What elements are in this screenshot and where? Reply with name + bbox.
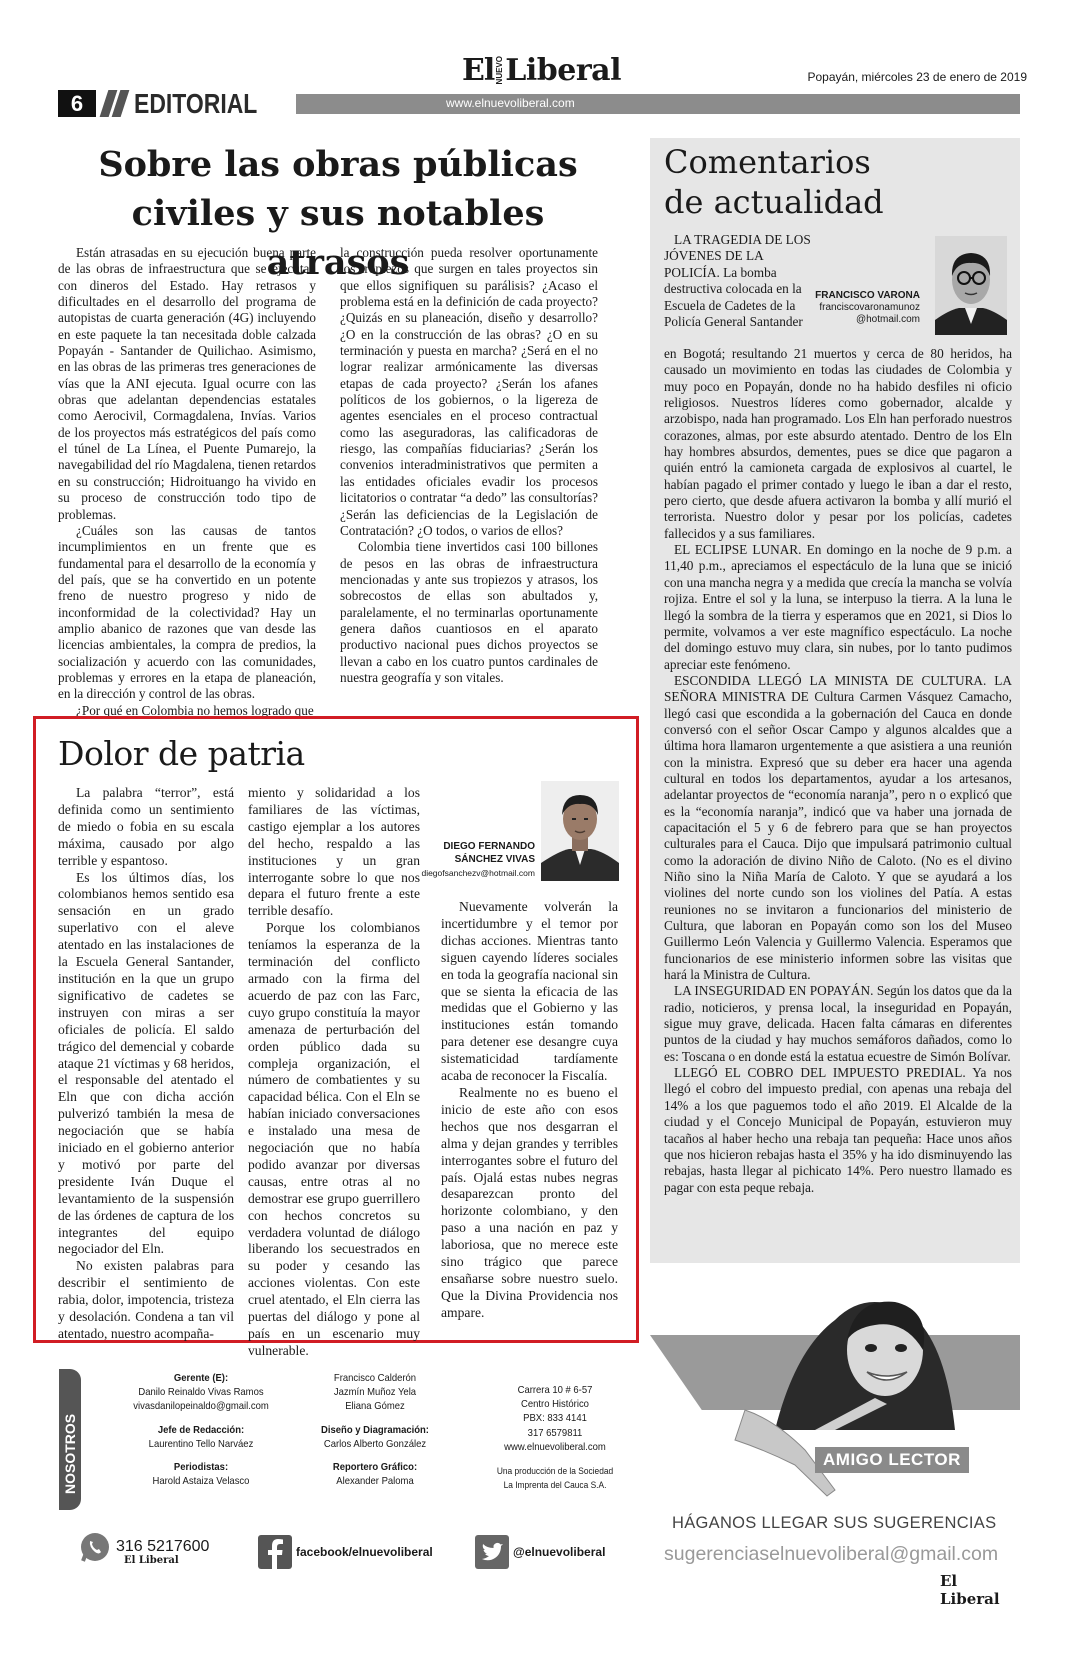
logo-liberal: Liberal: [505, 53, 621, 88]
staff-label: Periodistas:: [173, 1462, 229, 1474]
staff-email[interactable]: vivasdanilореinaldo@gmail.com: [133, 1401, 269, 1413]
sidebar-author-email-1[interactable]: franciscovaronamunoz: [819, 302, 920, 313]
logo-el: El: [462, 53, 495, 88]
section-band: [58, 87, 1020, 119]
staff-name: Alexander Paloma: [336, 1476, 414, 1488]
dolor-column-3: [441, 899, 618, 1322]
author-name: [430, 840, 535, 866]
twitter-link[interactable]: [475, 1535, 605, 1569]
paragraph: la construcción pueda resolver oportunamente los tropiezos que surgen en tales proyectos sin que ellos signifiquen su parálisis? ¿Acaso el problema está en la definición de cada proyecto? ¿Quizás en su planeación, diseño y desarrollo? ¿O en la construcción de las obras? ¿O en su terminación y puesta en marcha? ¿Será en el no lograr realizar armónicamente las diversas etapas de cada proyecto? ¿Serán los afanes políticos de los gobiernos, o la ligereza de agentes esenciales en el proceso contractual como las aseguradoras, las calificadoras de riesgo, las compañías fiduciarias? ¿Serán los convenios interadministrativos que permiten a las entidades oficiales evadir los procesos licitatorios o contratar “a dedo” las consultorías? ¿Serán las deficiencias de la Legislación de Contratación? ¿O todos, o varios de ellos?: [340, 245, 598, 538]
staff-name: Harold Astaiza Velasco: [152, 1476, 250, 1488]
editorial-headline: Sobre las obras públicas civiles y sus notables atrasos: [98, 144, 578, 283]
sidebar-title: [664, 142, 964, 222]
staff-name: Eliana Gómez: [345, 1401, 405, 1413]
paragraph: Es los últimos días, los colombianos hemos sentido esa sensación en un grado superlativo con el aleve atentado en las instalaciones de la Escuela General Santander, institución en la que un grupo significativo de cadetes se instruyen con miras a ser oficiales de policía. El saldo trágico del demencial y cobarde ataque 21 víctimas y 68 heridos, el responsable del atentado el Eln que con dicha acción pulverizó también la mesa de negociación que se había iniciado en el gobierno anterior y motivó por parte del presidente Iván Duque el levantamiento de la suspensión de las órdenes de captura de los integrantes del equipo negociador del Eln.: [58, 869, 234, 1257]
staff-name: Laurentino Tello Narváez: [148, 1438, 254, 1450]
decorative-slashes: [96, 90, 134, 117]
sidebar-title-line-1: Comentarios: [664, 143, 871, 181]
facebook-icon: [258, 1535, 292, 1569]
dolor-column-1: [58, 785, 234, 1343]
paragraph: Realmente no es bueno el inicio de este año con esos hechos que nos desgarran el alma y dejan grandes y terribles interrogantes sobre el futuro del país. Ojalá estas nubes negras desaparezcan pronto del horizonte colombiano, y den paso a una nación en paz y laboriosa, que no merece este sino trágico que parece ensañarse sobre nuestro suelo. Que la Divina Providencia nos ampare.: [441, 1084, 618, 1320]
paragraph: LA TRAGEDIA DE LOS JÓVENES DE LA POLICÍA. La bomba destructiva colocada en la Escuela de Cadetes de la Policía General Santander: [664, 232, 811, 330]
paragraph: LA INSEGURIDAD EN POPAYÁN. Según los datos que da la radio, noticieros, y prensa local, la inseguridad en Popayán, sigue muy grave, delicada. Hacen falta cámaras en diferentes puntos de la ciudad y hay muchos semáforos dañados, como lo es: Toscana o en donde está la estatua ecuestre de Simón Bolívar.: [664, 983, 1012, 1064]
logo-nuevo: NUEVO: [495, 55, 505, 84]
paragraph: EL ECLIPSE LUNAR. En domingo en la noche de 9 p.m. a 11,40 p.m., apreciamos el espectáculo de la luna que se inició con una mancha negra y a medida que crecía la mancha se volvía rojiza. Entre el sol y la luna, se interpuso la tierra. A la luna le llegó la sombra de la tierra y esperamos que en 2021, si Dios lo permite, volvamos a ver este magnífico espectáculo. La noche del domingo estuvo muy clara, sin nubes, por lo tanto pudimos apreciar este fenómeno.: [664, 542, 1012, 672]
url-bar: [296, 94, 1020, 114]
production-credit: La Imprenta del Cauca S.A.: [503, 1480, 607, 1491]
staff-name: Jazmín Muñoz Yela: [333, 1387, 417, 1399]
newspaper-logo: [462, 54, 621, 88]
whatsapp-number: 316 5217600: [116, 1538, 210, 1555]
staff-column-3: [467, 1384, 644, 1492]
site-url[interactable]: www.elnuevoliberal.com: [446, 95, 575, 110]
section-title: EDITORIAL: [134, 87, 258, 119]
paragraph: Están atrasadas en su ejecución buena parte de las obras de infraestructura que se ejecutan con dineros del Estado. Hay retrasos y dificultades en el desarrollo del programa de autopistas de cuarta generación (4G) incluyendo en este paquete la tan necesitada doble calzada Popayán - Santander de Quilichao. Asimismo, en las obras de las primeras tres generaciones de vías que la ANI ejecuta. Igual ocurre con las obras que adelantan dependencias estatales como Aerocivil, Cormagdalena, Invías. Varios de los proyectos más estratégicos del país como el túnel de La Línea, el Puente Pumarejo, la navegabilidad del río Magdalena, tienen retardos en su construcción; Hidroituango ha vivido en su proceso de construcción todo tipo de problemas.: [58, 245, 316, 522]
sidebar-author-name: FRANCISCO VARONA: [815, 290, 920, 301]
sidebar-author: [800, 290, 920, 326]
whatsapp-logo-text: El Liberal: [124, 1555, 179, 1566]
paragraph: LLEGÓ EL COBRO DEL IMPUESTO PREDIAL. Ya nos llegó el cobro del impuesto predial, con apenas una rebaja del 14% a los que paguemos todo el año 2019. El Alcalde de la ciudad y el Concejo Municipal de Popayán, estuvieron muy tacaños al haber hecho una rebaja tan pequeña: Hace unos años que nos hicieron rebajas hasta el 35% y ha ido disminuyendo las rebajas, hasta llegar al pichicato 14%. Pero nuestro llamado es pagar con esta peque rebaja.: [664, 1065, 1012, 1195]
website-link[interactable]: www.elnuevoliberal.com: [504, 1441, 606, 1453]
ad-woman-illustration: [755, 1280, 975, 1430]
paragraph: No existen palabras para describir el sentimiento de rabia, dolor, impotencia, tristeza y desolación. Condena a tan vil atentado, nuestro acompaña-: [58, 1258, 234, 1341]
production-credit: Una producción de la Sociedad: [496, 1466, 614, 1477]
address-line: Centro Histórico: [521, 1399, 589, 1411]
dolor-column-2: [248, 785, 420, 1360]
staff-label: Jefe de Redacción:: [157, 1424, 245, 1436]
sidebar-author-email-2[interactable]: @hotmail.com: [855, 314, 920, 325]
editorial-column-2: [340, 245, 598, 686]
facebook-handle: facebook/elnuevoliberal: [296, 1545, 433, 1559]
facebook-link[interactable]: [258, 1535, 433, 1569]
nosotros-tab: [59, 1369, 81, 1510]
sidebar-title-line-2: de actualidad: [664, 183, 884, 221]
staff-column-1: [103, 1372, 298, 1489]
ad-email[interactable]: sugerenciaselnuevoliberal@gmail.com: [664, 1543, 999, 1565]
paragraph: ¿Por qué en Colombia no hemos logrado que: [76, 702, 314, 718]
author-email[interactable]: diegofsanchezv@hotmail.com: [421, 868, 535, 878]
author-name-line-2: SÁNCHEZ VIVAS: [454, 854, 535, 865]
staff-name: Francisco Calderón: [333, 1373, 417, 1384]
address-line: Carrera 10 # 6-57: [517, 1385, 593, 1396]
page-number: 6: [58, 90, 96, 117]
paragraph: Porque los colombianos teníamos la esperanza de la terminación del conflicto armado con la firma del acuerdo de paz con las Farc, cuyo grupo constituía la mayor amenaza de perturbación del orden público dada su compleja organización, el número de combatientes y su capacidad bélica. Con el Eln se habían iniciado conversaciones e instalado una mesa de negociación que no había podido avanzar por diversas causas, entre otras al no demostrar ese grupo guerrillero con hechos concretos su verdadera voluntad de diálogo liberando los secuestrados en su poder y cesando las acciones violentas. Con este cruel atentado, el Eln cierra las puertas del diálogo y pone al país en un escenario muy vulnerable.: [248, 920, 420, 1358]
paragraph: ¿Cuáles son las causas de tantos incumplimientos en un frente que es fundamental para el desarrollo de la economía y del país, que se ha convertido en un potente freno de nuestro progreso y nido de inconformidad de la colectividad? Hay un amplio abanico de razones que van desde las licencias ambientales, la compra de predios, la socialización y acuerdo con las comunidades, problemas y errores en la etapa de planeación, en la dirección y control de las obras.: [58, 522, 316, 702]
sidebar-intro: [664, 232, 820, 330]
pbx-number: PBX: 833 4141: [523, 1413, 587, 1425]
staff-column-2: [296, 1372, 454, 1489]
ad-slogan: HÁGANOS LLEGAR SUS SUGERENCIAS: [672, 1514, 997, 1532]
staff-label: Reportero Gráfico:: [332, 1462, 418, 1474]
staff-label: Diseño y Diagramación:: [321, 1424, 429, 1436]
paragraph: La palabra “terror”, está definida como un sentimiento de miedo o fobia en su escala máxima, causado por algo terrible y espantoso.: [58, 785, 234, 868]
column-title: Dolor de patria: [58, 734, 305, 773]
paragraph: Nuevamente volverán la incertidumbre y el temor por dichas acciones. Mientras tanto siguen cayendo líderes sociales en toda la geografía nacional sin que se sienta la eficacia de las medidas que el Gobierno y las instituciones están tomando para detener ese desangre cuya sistematicidad tardíamente acaba de reconocer la Fiscalía.: [441, 899, 618, 1084]
amigo-lector-ad[interactable]: [650, 1280, 1020, 1608]
twitter-handle: @elnuevoliberal: [513, 1545, 606, 1559]
staff-name: Danilo Reinaldo Vivas Ramos: [138, 1387, 264, 1399]
ad-badge: AMIGO LECTOR: [815, 1447, 969, 1473]
sidebar-body: [664, 346, 1012, 1196]
whatsapp-icon: [78, 1530, 112, 1564]
paragraph: miento y solidaridad a los familiares de las víctimas, castigo ejemplar a los autores del hecho, respaldo a las instituciones y un gran interrogante sobre lo que nos depara el futuro frente a este terrible desafío.: [248, 785, 420, 919]
editorial-column-1: [58, 245, 316, 719]
paragraph: Colombia tiene invertidos casi 100 billones de pesos en las obras de infraestructura mencionadas y ante sus tropiezos y atrasos, los sobrecostos de ellas son abultados y, paralelamente, el no terminarlas oportunamente genera daños cuantiosos en el aparato productivo nacional pues dichos proyectos se llevan a cabo en los cuatro puntos cardinales de nuestra geografía y son vitales.: [340, 539, 598, 685]
paragraph: ESCONDIDA LLEGÓ LA MINISTA DE CULTURA. LA SEÑORA MINISTRA DE Cultura Carmen Vásquez Camacho, llegó casi que escondida a la gobernación del Cauca en donde conversó con el señor Oscar Campo y algunos alcaldes que a última hora llamaron urgentemente a que asistiera a una reunión con la ministra. Expresó que su deber era hacer una agenda cultural en todos los departamentos, ayudar a los artesanos, adelantar proyectos de “economía naranja”, pero n o explicó que es la “economía naranja”, indicó que va haber una jornada de capacitación el 5 y 6 de febrero para que se han proyectos culturales para el Cauca. Dijo que impulsará patrimonio cultual como la adoración de divino Niño de Caloto. (No es el divino Niño sino la Niña María de Caloto. Y que se ayudará a los violines del norte cundo son los violines del Patía. A estas reuniones no se invitaron a funcionarios del ministerio de Cultura, que laboran en Popayán como son los del Museo Guillermo León Valencia y Guillermo Valencia. Esperamos que funcionarios de ese ministerio informen sobre las visitas que hará la Ministra de Cultura.: [664, 672, 1012, 983]
paragraph: en Bogotá; resultando 21 muertos y cerca de 80 heridos, ha causado un movimiento en todas las ciudades de Colombia y muy poco en Popayán, donde no ha habido desfiles ni oficio religiosos. Nuestros líderes como gobernador, alcalde y arzobispo, nada han programado. Los Eln han perforado nuestros corazones, almas, por este absurdo atentado. Dentro de los Eln hay hombres absurdos, dementes, pues se dice que pagaron a quién entró la camioneta cargada de explosivos al cuartel, le habían pagado el primer contado y luego le iban a dar el resto, pero cierto, que desde afuera activaron la bomba y allí murió el terrorista. Nuestro dolor y pesar por los policías, cadetes fallecidos y a sus familiares.: [664, 346, 1012, 541]
author-name-line-1: DIEGO FERNANDO: [443, 841, 535, 852]
staff-name: Carlos Alberto González: [323, 1438, 427, 1450]
issue-date: Popayán, miércoles 23 de enero de 2019: [807, 70, 1027, 84]
ad-logo: El Liberal: [940, 1572, 1000, 1608]
author-photo: [541, 781, 619, 881]
sidebar-author-photo: [935, 236, 1007, 335]
phone-number: 317 6579811: [527, 1427, 583, 1439]
staff-label: Gerente (E):: [173, 1373, 229, 1384]
twitter-icon: [475, 1535, 509, 1569]
nosotros-label: NOSOTROS: [62, 1413, 78, 1494]
